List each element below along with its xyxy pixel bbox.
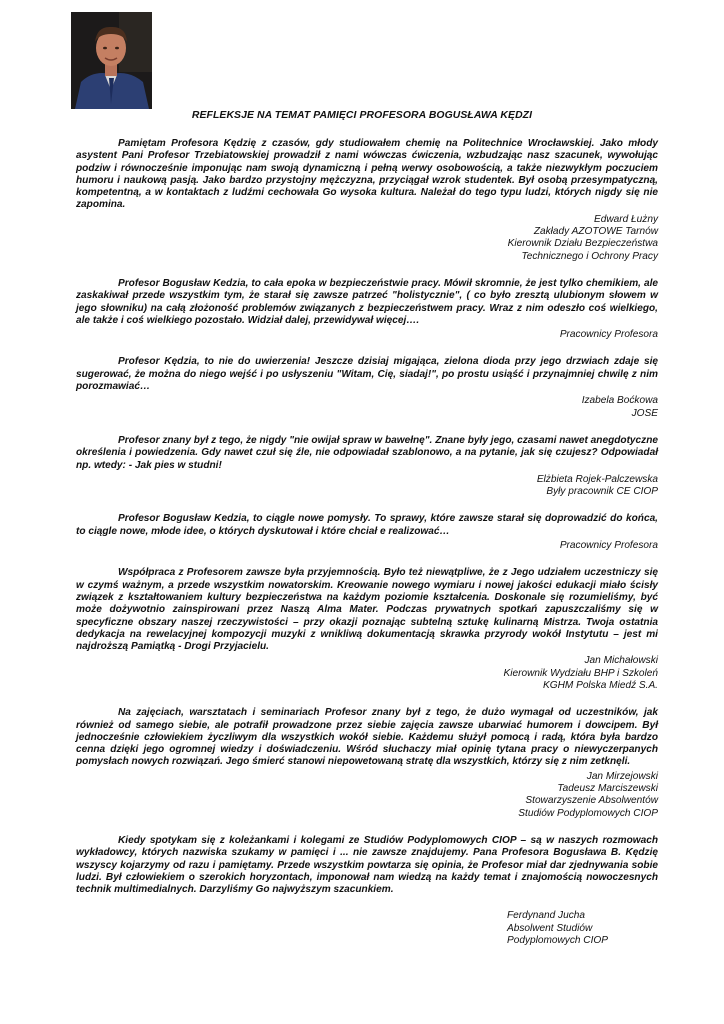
signature-line: Kierownik Działu Bezpieczeństwa [507, 238, 658, 250]
signature-line: Pracownicy Profesora [559, 329, 658, 341]
reflection-text: Kiedy spotykam się z koleżankami i kolegami ze Studiów Podyplomowych CIOP – są w naszych rozmowach wykładowcy, których nazwiska szukamy w pamięci i ... nie zawsze znajdujemy. Pana Profesora Bogusława B. Kędzię wszyscy kojarzymy od razu i pamiętamy. Przede wszystkim powtarza się opinia, że Profesor miał dar zjednywania sobie ludzi. Był człowiekiem o szerokich horyzontach, imponował nam wiedzą na każdy temat i znajomością nowoczesnych technik multimedialnych. Darzyliśmy Go najwyższym szacunkiem. [76, 834, 658, 896]
signature-line: Podyplomowych CIOP [507, 935, 608, 947]
reflection-text: Pamiętam Profesora Kędzię z czasów, gdy studiowałem chemię na Politechnice Wrocławskiej. Jako młody asystent Pani Profesor Trzebiatowskiej prowadził z nami wówczas ćwiczenia, wzbudzając nasz szacunek, wywołując podziw i równocześnie imponując nam swoją dynamiczną i pełną werwy osobowością, a także niezwykłym poczuciem humoru i naukową pasją. Jako bardzo przystojny mężczyzna, przyciągał wzrok studentek. Był osobą przesympatyczną, kompetentną, a w kontaktach z ludźmi cechowała Go wysoka kultura. Należał do tego typu ludzi, których nigdy się nie zapomina. [76, 138, 658, 211]
signature-line: JOSE [631, 407, 658, 419]
signature-line: Absolwent Studiów [507, 922, 593, 934]
signature-line: Były pracownik CE CIOP [546, 486, 658, 498]
reflection-signature [507, 910, 658, 947]
reflection-signature [76, 771, 658, 820]
reflection-signature [76, 655, 658, 692]
signature-line: Jan Michałowski [584, 655, 658, 667]
document-title: REFLEKSJE NA TEMAT PAMIĘCI PROFESORA BOGUSŁAWA KĘDZI [191, 110, 533, 121]
signature-line: Kierownik Wydziału BHP i Szkoleń [503, 667, 658, 679]
signature-line: Tadeusz Marciszewski [557, 783, 658, 795]
reflection-signature [76, 214, 658, 263]
signature-line: Studiów Podyplomowych CIOP [518, 807, 658, 819]
reflection-signature [76, 540, 658, 552]
reflection-text: Profesor Kędzia, to nie do uwierzenia! Jeszcze dzisiaj migająca, zielona dioda przy jego drzwiach zdaje się sugerować, że można do niego wejść i po usłyszeniu "Witam, Cię, siadaj!", po prostu usiąść i przynajmniej chwilę z nim porozmawiać… [76, 356, 658, 393]
signature-line: Pracownicy Profesora [559, 540, 658, 552]
signature-line: Jan Mirzejowski [586, 770, 658, 782]
reflection-text: Profesor Bogusław Kedzia, to ciągle nowe pomysły. To sprawy, które zawsze starał się doprowadzić do końca, to ciągle nowe, młode idee, o których dyskutował i które chciał e realizować… [76, 513, 658, 537]
signature-line: Zakłady AZOTOWE Tarnów [533, 226, 658, 238]
signature-line: Ferdynand Jucha [507, 910, 585, 922]
reflection-text: Profesor znany był z tego, że nigdy "nie owijał spraw w bawełnę". Znane były jego, czasami nawet anegdotyczne określenia i powiedzenia. Gdy nawet czuł się źle, nie odpowiadał szablonowo, a na pytanie, jak się czujesz? Odpowiadał np. wtedy: - Jak pies w studni! [76, 434, 658, 471]
reflection-signature [76, 329, 658, 341]
signature-line: Edward Łużny [594, 213, 658, 225]
portrait-photo [71, 12, 152, 109]
reflection-signature [76, 474, 658, 499]
reflections-list [76, 138, 658, 947]
signature-line: Stowarzyszenie Absolwentów [525, 795, 658, 807]
signature-line: KGHM Polska Miedź S.A. [543, 679, 658, 691]
portrait-image [71, 12, 152, 109]
reflection-text: Współpraca z Profesorem zawsze była przyjemnością. Było też niewątpliwe, że z Jego udziałem uczestniczy się w czymś ważnym, a przede wszystkim nowatorskim. Kreowanie nowego wymiaru i nowej jakości edukacji miało ścisły związek z kształtowaniem kultury bezpieczeństwa na każdym poziomie kształcenia. Doskonale się rozumieliśmy, być może dożywotnio zainspirowani przez Naszą Alma Mater. Podczas prywatnych spotkań zapuszczaliśmy się w specyficzne obszary naszej rzeczywistości – przy okazji poznając subtelną sztukę kulinarną Mistrza. Twoja ostatnia dedykacja na rewelacyjnej kompozycji muzyki z wnikliwą dokumentacją skrawka przyrody wokół Instytutu – jest mi najdroższą Pamiątką - Drogi Przyjacielu. [76, 567, 658, 653]
reflection-text: Profesor Bogusław Kedzia, to cała epoka w bezpieczeństwie pracy. Mówił skromnie, że jest tylko chemikiem, ale zaskakiwał przede wszystkim tym, że starał się zawsze patrzeć "holistycznie", ( co było zresztą ulubionym słowem w jego słowniku) na całą złożoność problemów związanych z bezpieczeństwem pracy. Wraz z nim odeszło coś wielkiego, ale także i coś wielkiego pozostało. Widział dalej, przewidywał więcej…. [76, 277, 658, 326]
signature-line: Elżbieta Rojek-Palczewska [536, 473, 658, 485]
reflection-text: Na zajęciach, warsztatach i seminariach Profesor znany był z tego, że dużo wymagał od uczestników, jak również od samego siebie, ale potrafił prowadzone przez siebie zajęcia zawsze ubarwiać humorem i dowcipem. Był jednocześnie człowiekiem życzliwym dla wszystkich wokół siebie. Każdemu służył pomocą i radą, która była bardzo cenna dzięki jego ogromnej wiedzy i doświadczeniu. Wśród słuchaczy miał opinię tytana pracy o niewyczerpanych pomysłach nowych rozwiązań. Jego śmierć stanowi niepowetowaną stratę dla wszystkich, którzy się z nim zetknęli. [76, 707, 658, 768]
signature-line: Izabela Boćkowa [581, 395, 658, 407]
reflection-signature [76, 395, 658, 420]
signature-line: Technicznego i Ochrony Pracy [521, 250, 658, 262]
